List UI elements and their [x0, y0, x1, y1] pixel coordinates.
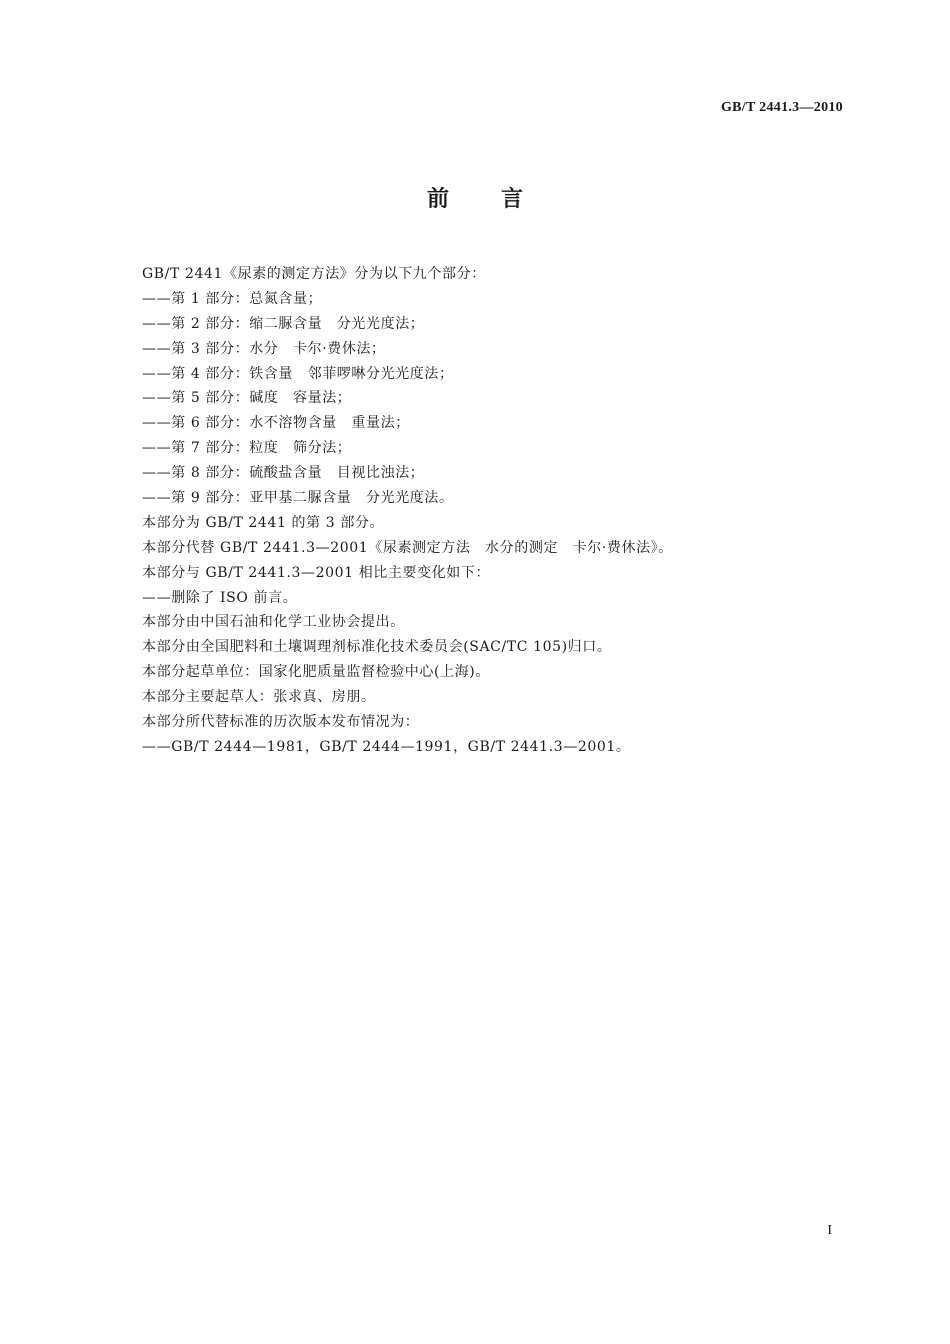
- text-line: 本部分与 GB/T 2441.3—2001 相比主要变化如下：: [142, 564, 491, 581]
- standard-code: GB/T 2441.3—2010: [720, 100, 843, 115]
- list-item: ——第 2 部分：缩二脲含量 分光光度法；: [142, 315, 425, 332]
- list-item: ——GB/T 2444—1981，GB/T 2444—1991，GB/T 2441.3—2001。: [142, 738, 631, 755]
- text-line: 本部分代替 GB/T 2441.3—2001《尿素测定方法 水分的测定 卡尔·费休法》。: [142, 539, 673, 556]
- text-line: 本部分主要起草人：张求真、房朋。: [142, 689, 376, 706]
- text-line: 本部分由全国肥料和土壤调理剂标准化技术委员会(SAC/TC 105)归口。: [142, 639, 612, 656]
- list-item: ——第 8 部分：硫酸盐含量 目视比浊法；: [142, 465, 425, 482]
- page-title: 前言: [426, 187, 575, 212]
- list-item: ——第 9 部分：亚甲基二脲含量 分光光度法。: [142, 490, 454, 507]
- page-number: I: [827, 1223, 832, 1238]
- text-line: 本部分为 GB/T 2441 的第 3 部分。: [142, 514, 385, 531]
- list-item: ——第 4 部分：铁含量 邻菲啰啉分光光度法；: [142, 365, 454, 382]
- list-item: ——删除了 ISO 前言。: [142, 589, 298, 606]
- text-line: 本部分由中国石油和化学工业协会提出。: [142, 614, 405, 631]
- list-item: ——第 6 部分：水不溶物含量 重量法；: [142, 415, 410, 432]
- list-item: ——第 3 部分：水分 卡尔·费休法；: [142, 340, 386, 357]
- list-item: ——第 5 部分：碱度 容量法；: [142, 390, 352, 407]
- text-line: 本部分所代替标准的历次版本发布情况为：: [142, 714, 420, 731]
- list-item: ——第 1 部分：总氮含量；: [142, 290, 323, 307]
- text-line: GB/T 2441《尿素的测定方法》分为以下九个部分：: [142, 266, 486, 282]
- text-line: 本部分起草单位：国家化肥质量监督检验中心(上海)。: [142, 664, 490, 681]
- foreword-body: [142, 262, 862, 760]
- list-item: ——第 7 部分：粒度 筛分法；: [142, 440, 352, 457]
